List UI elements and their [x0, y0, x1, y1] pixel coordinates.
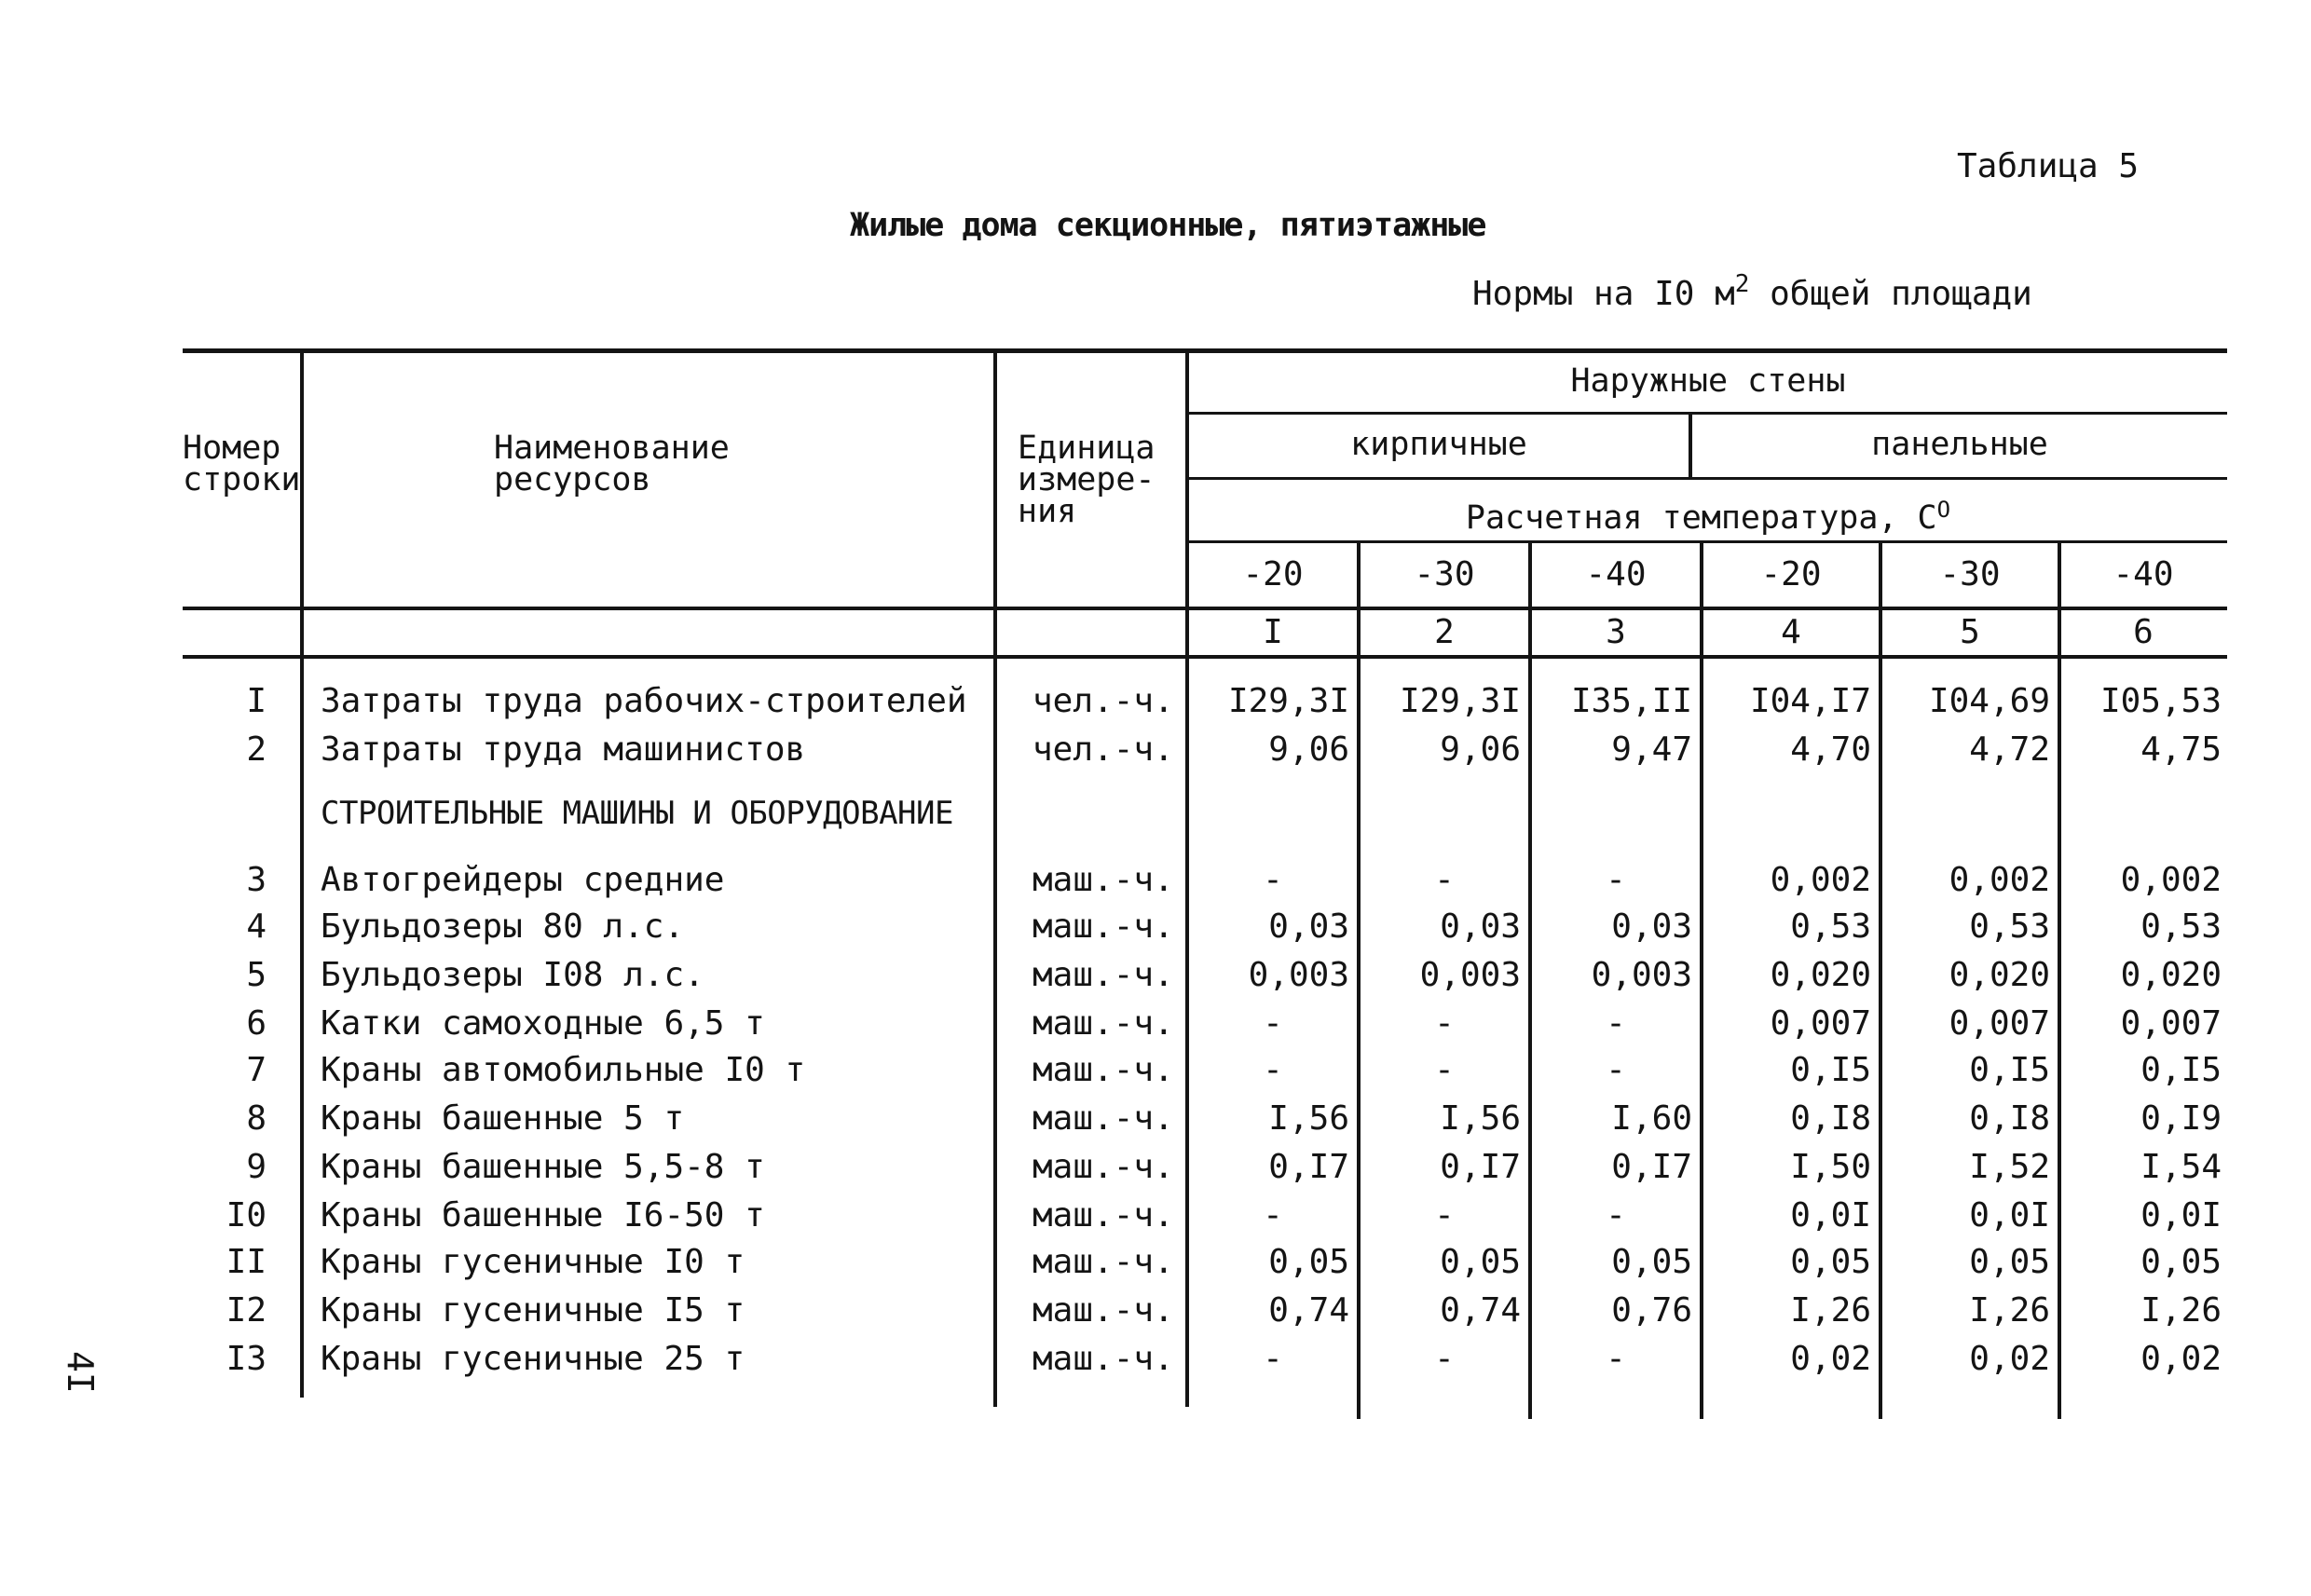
rule-under-external-walls: [1189, 412, 2227, 415]
value-cell-col-2: -: [1434, 1004, 1455, 1043]
value-cell-col-2: I29,3I: [1399, 682, 1521, 720]
header-brick: кирпичные: [1350, 426, 1527, 463]
header-external-walls: Наружные стены: [1570, 362, 1846, 400]
resource-name: Краны башенные 5,5-8 т: [321, 1148, 765, 1186]
resource-name: Катки самоходные 6,5 т: [321, 1004, 765, 1043]
document-title: Жилые дома секционные, пятиэтажные: [850, 207, 1486, 244]
value-cell-col-4: 0,020: [1770, 956, 1871, 994]
value-cell-col-2: -: [1434, 1051, 1455, 1089]
value-cell-col-2: -: [1434, 1196, 1455, 1235]
temp-header-2: -30: [1414, 555, 1475, 593]
header-resource-name-line-2: ресурсов: [494, 461, 651, 498]
row-number: 9: [246, 1148, 267, 1186]
unit-cell: маш.-ч.: [1032, 1051, 1174, 1089]
value-cell-col-3: 9,47: [1611, 730, 1692, 769]
value-cell-col-2: -: [1434, 861, 1455, 899]
rule-under-wall-types: [1189, 477, 2227, 480]
value-cell-col-4: 4,70: [1790, 730, 1871, 769]
header-resource-name: [494, 432, 730, 496]
section-title: СТРОИТЕЛЬНЫЕ МАШИНЫ И ОБОРУДОВАНИЕ: [321, 795, 953, 832]
value-cell-col-2: -: [1434, 1340, 1455, 1378]
value-cell-col-4: I04,I7: [1749, 682, 1871, 720]
row-number: 7: [246, 1051, 267, 1089]
table-row: [0, 1096, 2311, 1142]
value-cell-col-1: -: [1263, 1051, 1283, 1089]
temp-header-5: -30: [1939, 555, 2001, 593]
value-cell-col-3: 0,I7: [1611, 1148, 1692, 1186]
table-row: [0, 727, 2311, 773]
value-cell-col-1: I29,3I: [1227, 682, 1349, 720]
column-number-5: 5: [1960, 613, 1980, 651]
table-row: [0, 1001, 2311, 1047]
value-cell-col-4: 0,007: [1770, 1004, 1871, 1043]
norms-caption-sup: 2: [1734, 270, 1750, 298]
value-cell-col-5: 0,020: [1949, 956, 2050, 994]
value-cell-col-6: I,26: [2140, 1291, 2222, 1330]
resource-name: Краны гусеничные 25 т: [321, 1340, 745, 1378]
row-number: 2: [246, 730, 267, 769]
value-cell-col-2: I,56: [1440, 1099, 1521, 1138]
value-cell-col-1: 0,I7: [1268, 1148, 1349, 1186]
value-cell-col-5: 0,0I: [1969, 1196, 2050, 1235]
value-cell-col-4: 0,02: [1790, 1340, 1871, 1378]
value-cell-col-6: 0,I5: [2140, 1051, 2222, 1089]
value-cell-col-4: 0,53: [1790, 907, 1871, 946]
value-cell-col-3: -: [1606, 861, 1626, 899]
value-cell-col-5: 0,02: [1969, 1340, 2050, 1378]
value-cell-col-5: 0,I5: [1969, 1051, 2050, 1089]
header-row-number-line-1: Номер: [183, 430, 281, 467]
table-row: [0, 904, 2311, 950]
header-design-temp-sup: О: [1936, 497, 1951, 523]
resource-name: Бульдозеры I08 л.с.: [321, 956, 704, 994]
value-cell-col-2: 0,I7: [1440, 1148, 1521, 1186]
resource-name: Краны башенные 5 т: [321, 1099, 685, 1138]
value-cell-col-5: 0,53: [1969, 907, 2050, 946]
header-row-number-line-2: строки: [183, 461, 301, 498]
rule-under-temps: [183, 607, 2227, 610]
unit-cell: маш.-ч.: [1032, 1148, 1174, 1186]
value-cell-col-3: -: [1606, 1004, 1626, 1043]
table-row: [0, 1047, 2311, 1094]
value-cell-col-6: 0,0I: [2140, 1196, 2222, 1235]
unit-cell: маш.-ч.: [1032, 861, 1174, 899]
value-cell-col-6: 0,I9: [2140, 1099, 2222, 1138]
unit-cell: маш.-ч.: [1032, 956, 1174, 994]
value-cell-col-3: -: [1606, 1051, 1626, 1089]
norms-caption-tail: общей площади: [1749, 275, 2032, 313]
row-number: II: [226, 1243, 267, 1281]
value-cell-col-4: 0,0I: [1790, 1196, 1871, 1235]
value-cell-col-4: 0,I8: [1790, 1099, 1871, 1138]
value-cell-col-5: I,26: [1969, 1291, 2050, 1330]
header-unit: [1018, 430, 1156, 530]
unit-cell: маш.-ч.: [1032, 1099, 1174, 1138]
table-row: [0, 1239, 2311, 1286]
unit-cell: чел.-ч.: [1032, 730, 1174, 769]
value-cell-col-2: 0,03: [1440, 907, 1521, 946]
unit-cell: чел.-ч.: [1032, 682, 1174, 720]
header-row-number: [183, 432, 300, 496]
value-cell-col-4: 0,002: [1770, 861, 1871, 899]
value-cell-col-6: 4,75: [2140, 730, 2222, 769]
header-design-temp: [1189, 494, 2227, 537]
value-cell-col-3: 0,05: [1611, 1243, 1692, 1281]
value-cell-col-1: -: [1263, 1004, 1283, 1043]
value-cell-col-3: I35,II: [1570, 682, 1692, 720]
page-number: 4I: [60, 1351, 101, 1394]
temp-header-1: -20: [1242, 555, 1304, 593]
value-cell-col-6: 0,02: [2140, 1340, 2222, 1378]
resource-name: Затраты труда рабочих-строителей: [321, 682, 967, 720]
value-cell-col-1: -: [1263, 1196, 1283, 1235]
value-cell-col-3: 0,76: [1611, 1291, 1692, 1330]
table-row: [0, 678, 2311, 725]
value-cell-col-6: I,54: [2140, 1148, 2222, 1186]
column-number-3: 3: [1606, 613, 1626, 651]
value-cell-col-1: 0,74: [1268, 1291, 1349, 1330]
row-number: I2: [226, 1291, 267, 1330]
column-number-2: 2: [1434, 613, 1455, 651]
unit-cell: маш.-ч.: [1032, 1004, 1174, 1043]
value-cell-col-4: 0,05: [1790, 1243, 1871, 1281]
value-cell-col-5: 0,002: [1949, 861, 2050, 899]
value-cell-col-2: 0,74: [1440, 1291, 1521, 1330]
row-number: I0: [226, 1196, 267, 1235]
value-cell-col-6: 0,05: [2140, 1243, 2222, 1281]
resource-name: Краны башенные I6-50 т: [321, 1196, 765, 1235]
temp-header-4: -20: [1760, 555, 1822, 593]
value-cell-col-5: I04,69: [1928, 682, 2050, 720]
header-unit-line-1: Единица: [1018, 430, 1156, 467]
table-row: [0, 1288, 2311, 1334]
header-unit-line-3: ния: [1018, 493, 1077, 530]
value-cell-col-5: 0,007: [1949, 1004, 2050, 1043]
value-cell-col-4: I,26: [1790, 1291, 1871, 1330]
row-number: 8: [246, 1099, 267, 1138]
column-number-4: 4: [1781, 613, 1801, 651]
header-unit-line-2: измере-: [1018, 461, 1156, 498]
temp-header-3: -40: [1585, 555, 1647, 593]
value-cell-col-1: -: [1263, 1340, 1283, 1378]
value-cell-col-1: 0,003: [1248, 956, 1349, 994]
value-cell-col-5: 4,72: [1969, 730, 2050, 769]
table-row: [0, 1336, 2311, 1383]
table-row: [0, 1144, 2311, 1191]
row-number: I: [246, 682, 267, 720]
table-row: [0, 857, 2311, 904]
resource-name: Краны гусеничные I5 т: [321, 1291, 745, 1330]
value-cell-col-6: 0,020: [2120, 956, 2222, 994]
norms-caption: [1472, 270, 2032, 313]
value-cell-col-5: I,52: [1969, 1148, 2050, 1186]
section-row: [0, 790, 2311, 837]
value-cell-col-3: -: [1606, 1340, 1626, 1378]
resource-name: Краны автомобильные I0 т: [321, 1051, 806, 1089]
row-number: 5: [246, 956, 267, 994]
resource-name: Бульдозеры 80 л.с.: [321, 907, 685, 946]
value-cell-col-5: 0,05: [1969, 1243, 2050, 1281]
temp-header-6: -40: [2113, 555, 2174, 593]
header-design-temp-text: Расчетная температура, С: [1465, 499, 1937, 537]
value-cell-col-1: 0,05: [1268, 1243, 1349, 1281]
table-row: [0, 1193, 2311, 1239]
table-top-rule: [183, 348, 2227, 353]
resource-name: Краны гусеничные I0 т: [321, 1243, 745, 1281]
value-cell-col-6: 0,002: [2120, 861, 2222, 899]
rule-under-design-temp: [1189, 540, 2227, 543]
value-cell-col-5: 0,I8: [1969, 1099, 2050, 1138]
resource-name: Затраты труда машинистов: [321, 730, 806, 769]
value-cell-col-4: I,50: [1790, 1148, 1871, 1186]
value-cell-col-1: -: [1263, 861, 1283, 899]
table-row: [0, 952, 2311, 999]
row-number: 6: [246, 1004, 267, 1043]
column-number-1: I: [1263, 613, 1283, 651]
header-resource-name-line-1: Наименование: [494, 430, 730, 467]
value-cell-col-6: 0,53: [2140, 907, 2222, 946]
norms-caption-text: Нормы на I0 м: [1472, 275, 1735, 313]
header-panel: панельные: [1871, 426, 2048, 463]
value-cell-col-6: I05,53: [2099, 682, 2222, 720]
row-number: 3: [246, 861, 267, 899]
value-cell-col-3: I,60: [1611, 1099, 1692, 1138]
unit-cell: маш.-ч.: [1032, 1196, 1174, 1235]
row-number: 4: [246, 907, 267, 946]
unit-cell: маш.-ч.: [1032, 907, 1174, 946]
column-number-6: 6: [2133, 613, 2154, 651]
value-cell-col-4: 0,I5: [1790, 1051, 1871, 1089]
value-cell-col-3: 0,003: [1591, 956, 1692, 994]
value-cell-col-3: -: [1606, 1196, 1626, 1235]
unit-cell: маш.-ч.: [1032, 1291, 1174, 1330]
value-cell-col-3: 0,03: [1611, 907, 1692, 946]
value-cell-col-2: 9,06: [1440, 730, 1521, 769]
value-cell-col-6: 0,007: [2120, 1004, 2222, 1043]
value-cell-col-1: 9,06: [1268, 730, 1349, 769]
value-cell-col-2: 0,05: [1440, 1243, 1521, 1281]
rule-under-col-numbers: [183, 655, 2227, 659]
row-number: I3: [226, 1340, 267, 1378]
value-cell-col-2: 0,003: [1419, 956, 1521, 994]
table-label: Таблица 5: [1957, 147, 2140, 185]
unit-cell: маш.-ч.: [1032, 1243, 1174, 1281]
resource-name: Автогрейдеры средние: [321, 861, 725, 899]
value-cell-col-1: I,56: [1268, 1099, 1349, 1138]
value-cell-col-1: 0,03: [1268, 907, 1349, 946]
unit-cell: маш.-ч.: [1032, 1340, 1174, 1378]
